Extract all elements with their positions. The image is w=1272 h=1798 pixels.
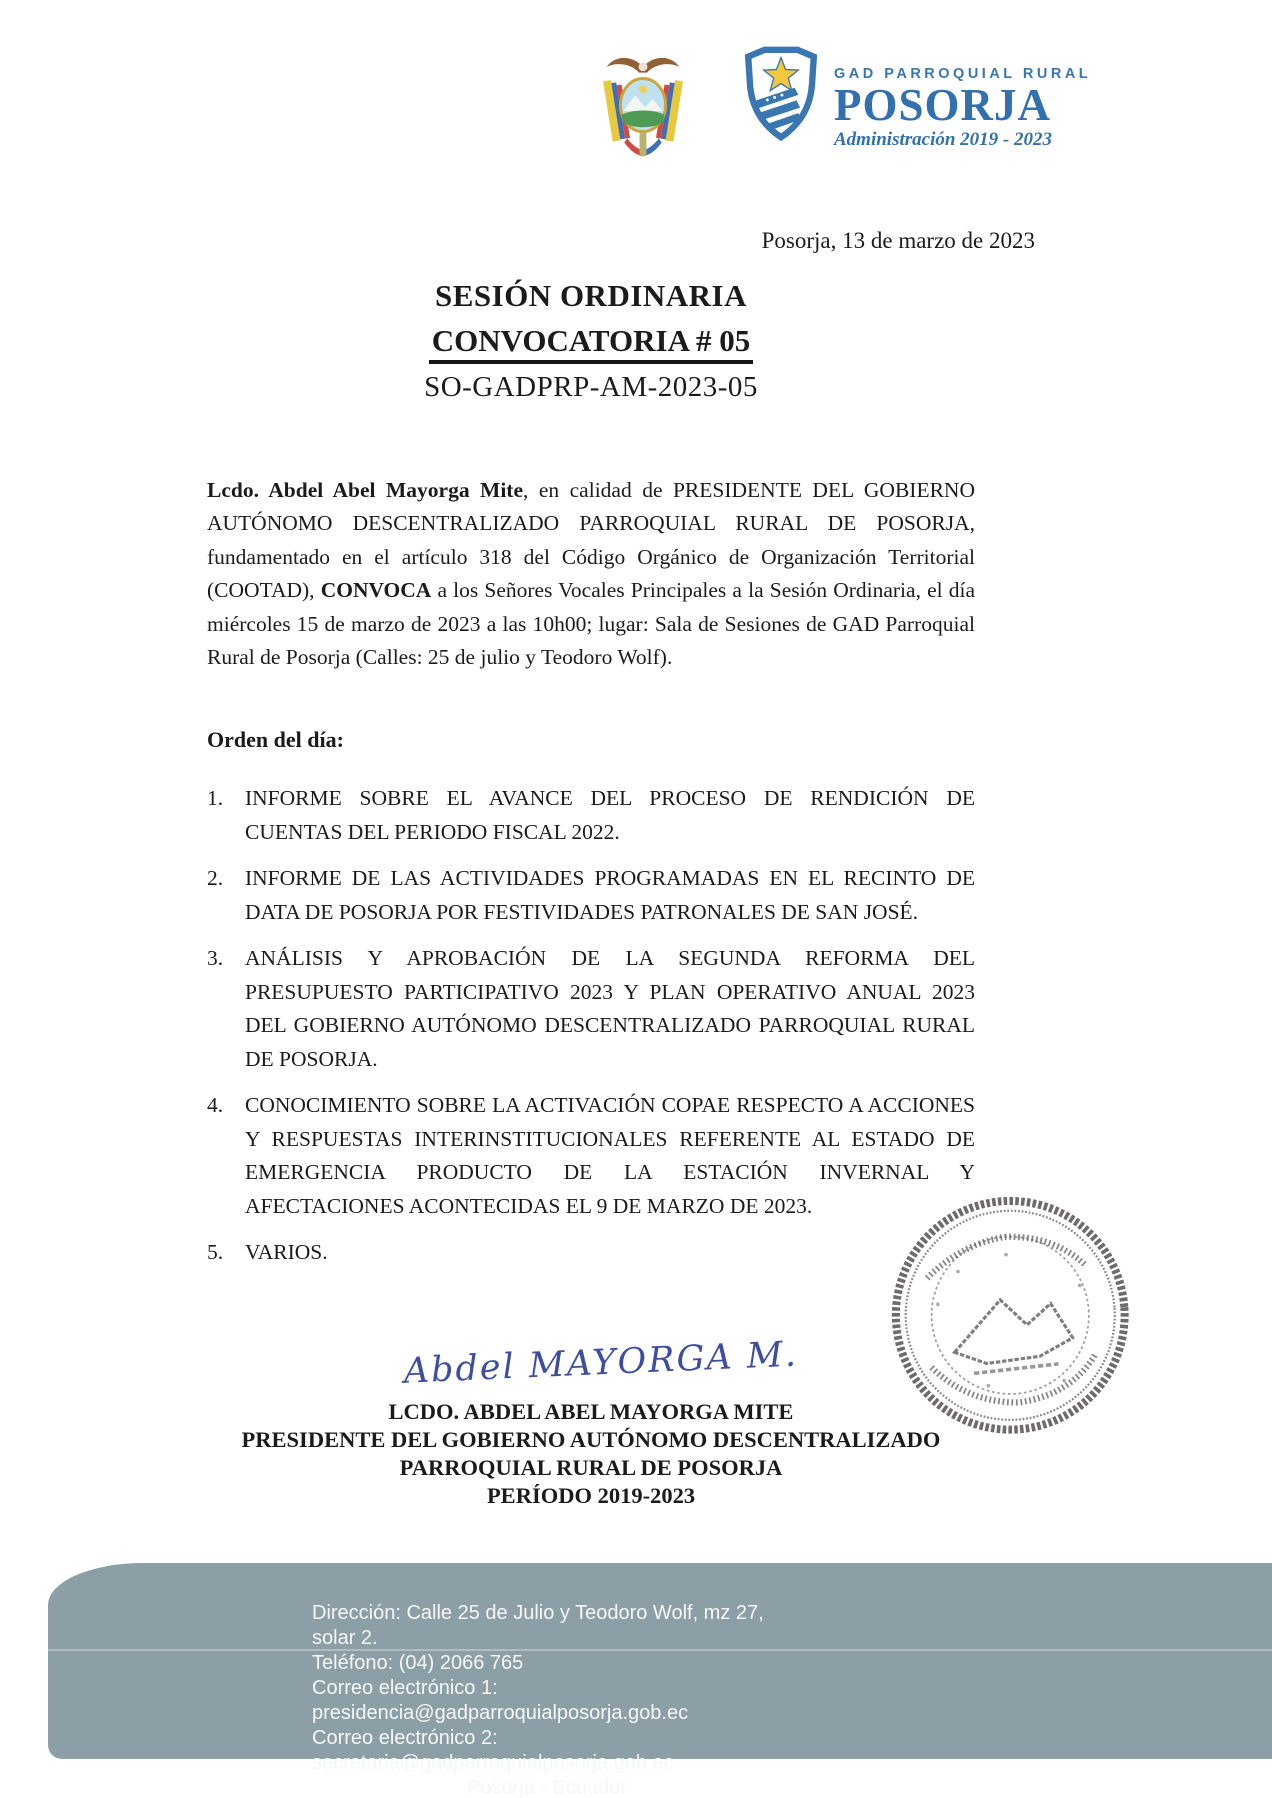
logo-name: POSORJA bbox=[834, 80, 1052, 130]
footer-phone: Teléfono: (04) 2066 765 bbox=[312, 1652, 524, 1674]
agenda-item-number: 2. bbox=[207, 866, 224, 890]
doc-code: SO-GADPRP-AM-2023-05 bbox=[424, 371, 758, 403]
footer-band bbox=[48, 1563, 1272, 1798]
doc-subtitle: CONVOCATORIA # 05 bbox=[207, 323, 975, 364]
signatory-title-1: PRESIDENTE DEL GOBIERNO AUTÓNOMO DESCENTRALIZADO bbox=[241, 1427, 941, 1452]
agenda-item-text: VARIOS. bbox=[245, 1240, 328, 1264]
agenda-item-number: 3. bbox=[207, 946, 224, 970]
footer-email-2: Correo electrónico 2: secretaria@gadparroquialposorja.gob.ec bbox=[312, 1727, 674, 1774]
footer-email-1: Correo electrónico 1: presidencia@gadparroquialposorja.gob.ec bbox=[312, 1677, 689, 1724]
agenda-item-number: 1. bbox=[207, 786, 224, 810]
agenda-item-text: INFORME DE LAS ACTIVIDADES PROGRAMADAS EN EL RECINTO DE DATA DE POSORJA POR FESTIVIDADES PATRONALES DE SAN JOSÉ. bbox=[245, 866, 975, 924]
agenda-item-3 bbox=[207, 942, 975, 1076]
agenda-item-text: ANÁLISIS Y APROBACIÓN DE LA SEGUNDA REFORMA DEL PRESUPUESTO PARTICIPATIVO 2023 Y PLAN OPERATIVO ANUAL 2023 DEL GOBIERNO AUTÓNOMO DESCENTRALIZADO PARROQUIAL RURAL DE POSORJA. bbox=[245, 946, 975, 1071]
footer-address: Dirección: Calle 25 de Julio y Teodoro Wolf, mz 27, solar 2. bbox=[312, 1602, 764, 1649]
agenda-item-number: 5. bbox=[207, 1240, 224, 1264]
signatory-name-inline: Lcdo. Abdel Abel Mayorga Mite bbox=[207, 477, 524, 502]
doc-title: SESIÓN ORDINARIA bbox=[434, 278, 748, 313]
logo-small-text: GAD PARROQUIAL RURAL bbox=[834, 66, 1092, 82]
agenda-item-2 bbox=[207, 862, 975, 929]
footer-location: Posorja - Ecuador bbox=[466, 1777, 628, 1798]
footer-contact-block bbox=[312, 1601, 782, 1798]
convoca-keyword: CONVOCA bbox=[320, 578, 432, 602]
agenda-item-text: CONOCIMIENTO SOBRE LA ACTIVACIÓN COPAE RESPECTO A ACCIONES Y RESPUESTAS INTERINSTITUCIONALES REFERENTE AL ESTADO DE EMERGENCIA PRODUCTO DE LA ESTACIÓN INVERNAL Y AFECTACIONES ACONTECIDAS EL 9 DE MARZO DE 2023. bbox=[245, 1093, 975, 1218]
date-line: Posorja, 13 de marzo de 2023 bbox=[761, 228, 1035, 253]
signatory-title-2: PARROQUIAL RURAL DE POSORJA bbox=[399, 1455, 783, 1480]
posorja-logo-shield-icon bbox=[740, 46, 822, 142]
logo-subtitle: Administración 2019 - 2023 bbox=[834, 129, 1052, 150]
agenda-item-text: INFORME SOBRE EL AVANCE DEL PROCESO DE RENDICIÓN DE CUENTAS DEL PERIODO FISCAL 2022. bbox=[245, 786, 975, 844]
signature-block bbox=[157, 1398, 1025, 1510]
intro-paragraph: Lcdo. Abdel Abel Mayorga Mite, en calidad de PRESIDENTE DEL GOBIERNO AUTÓNOMO DESCENTRALIZADO PARROQUIAL RURAL DE POSORJA, fundamentado en el artículo 318 del Código Orgánico de Organización Territorial (COOTAD), CONVOCA a los Señores Vocales Principales a la Sesión Ordinaria, el día miércoles 15 de marzo de 2023 a las 10h00; lugar: Sala de Sesiones de GAD Parroquial Rural de Posorja (Calles: 25 de julio y Teodoro Wolf). bbox=[207, 477, 975, 669]
agenda-item-1 bbox=[207, 782, 975, 849]
handwritten-signature: Abdel MAYORGA M. bbox=[402, 1334, 799, 1392]
ecuador-coat-of-arms-icon bbox=[593, 50, 693, 168]
agenda-heading: Orden del día: bbox=[207, 727, 344, 752]
agenda-item-number: 4. bbox=[207, 1093, 224, 1117]
signatory-name: LCDO. ABDEL ABEL MAYORGA MITE bbox=[388, 1399, 794, 1424]
document-titles bbox=[207, 278, 975, 404]
signatory-period: PERÍODO 2019-2023 bbox=[486, 1483, 696, 1508]
logo-text-block bbox=[834, 66, 1092, 151]
